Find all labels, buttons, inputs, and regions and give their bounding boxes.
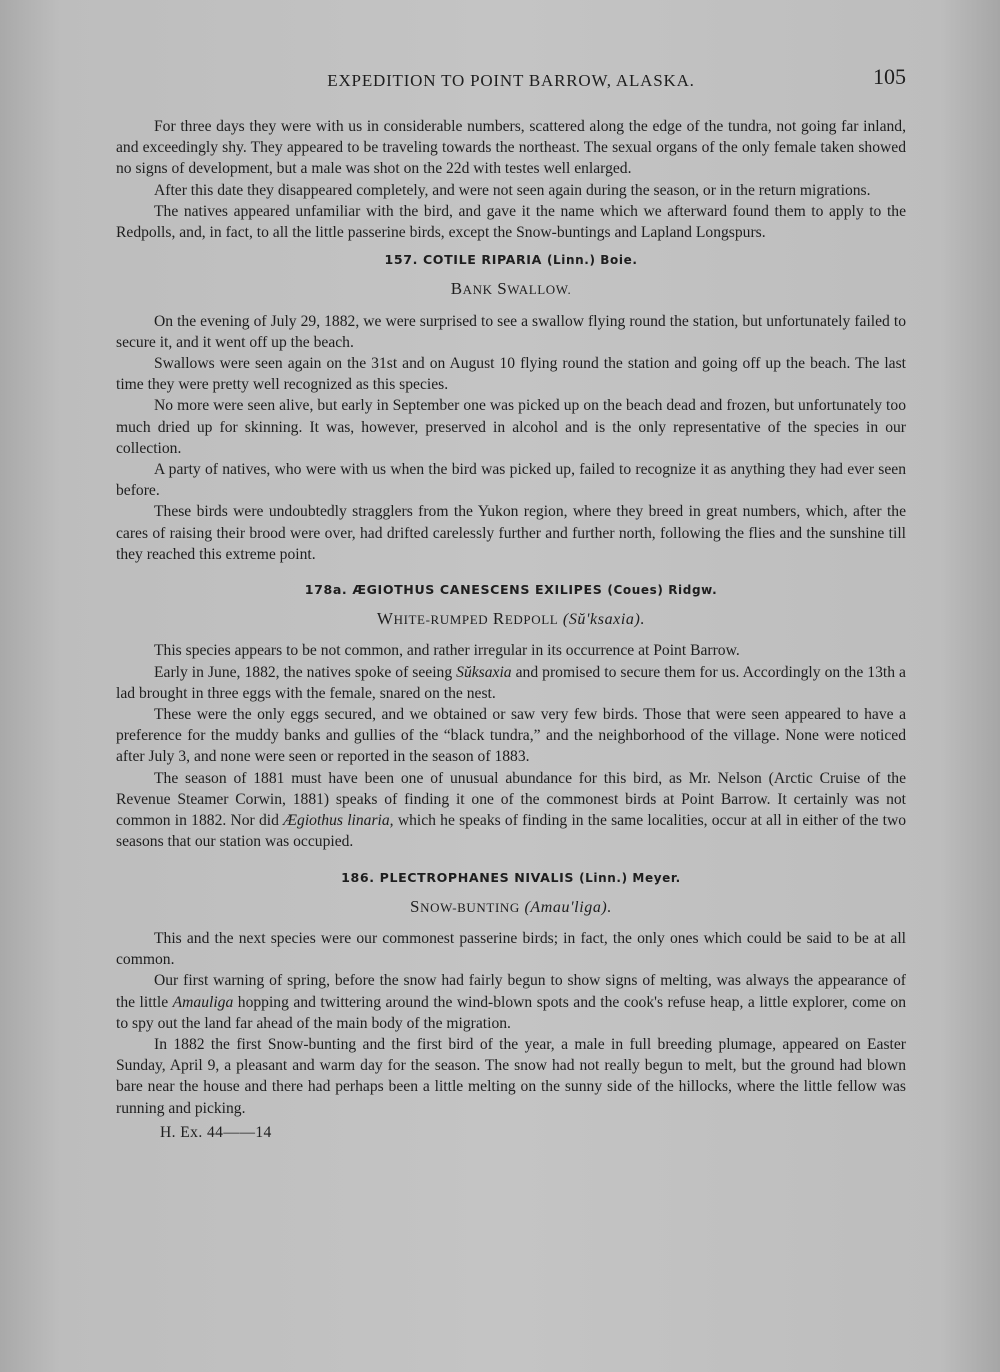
paragraph: A party of natives, who were with us when the bird was picked up, failed to recognize it as anything they had ever seen before. — [116, 461, 906, 500]
paragraph: Our first warning of spring, before the snow had fairly begun to show signs of melting, was always the appearance of the little Amauliga hopping and twittering around the wind-blown spots and the cook's refuse heap, a little explorer, come on to spy out the land far ahead of the main body of the migration. — [116, 972, 906, 1032]
paragraph: This and the next species were our commonest passerine birds; in fact, the only ones which could be said to be at all common. — [116, 929, 906, 969]
page-number: 105 — [873, 64, 906, 89]
paragraph: After this date they disappeared completely, and were not seen again during the season, or in the return migrations. — [154, 181, 871, 199]
common-name-snow-bunting: SNOW-BUNTING (Amau'liga). — [410, 896, 612, 916]
species-scientific-name: ÆGIOTHUS CANESCENS EXILIPES — [352, 582, 603, 598]
scientific-name-inline: Ægiothus linaria, — [283, 812, 394, 830]
paragraph: No more were seen alive, but early in September one was picked up on the beach dead and frozen, but unfortunately too much dried up for skinning. It was, however, preserved in alcohol and is the only representative of the species in our collection. — [116, 397, 906, 457]
paragraph: Early in June, 1882, the natives spoke of seeing Sŭksaxia and promised to secure them for us. Accordingly on the 13th a lad brought in three eggs with the female, snared on the nest. — [116, 663, 906, 702]
species-number: 157. — [384, 252, 418, 268]
paragraph: These birds were undoubtedly stragglers from the Yukon region, where they breed in great numbers, which, after the cares of raising their brood were over, had drifted carelessly further and further north, following the flies and the sunshine till they reached this extreme point. — [116, 503, 906, 563]
native-name: (Sŭ'ksaxia). — [562, 611, 646, 629]
running-head — [116, 64, 906, 100]
paragraph: The natives appeared unfamiliar with the bird, and gave it the name which we afterward found them to apply to the Redpolls, and, in fact, to all the little passerine birds, except the Snow-buntings and Lapland Longspurs. — [116, 202, 906, 242]
paragraph: In 1882 the first Snow-bunting and the first bird of the year, a male in full breeding plumage, appeared on Easter Sunday, April 9, a pleasant and warm day for the season. The snow had not really begun to melt, but the ground had blown bare near the house and there had perhaps been a little melting on the sunny side of the hillocks, where the little fellow was running and picking. — [116, 1035, 906, 1117]
common-name-white-rumped-redpoll: WHITE-RUMPED REDPOLL (Sŭ'ksaxia). — [376, 609, 646, 629]
page-text — [116, 64, 906, 1143]
native-name-inline: Sŭksaxia — [456, 663, 512, 681]
running-head-title: EXPEDITION TO POINT BARROW, ALASKA. — [327, 71, 695, 90]
paragraph: Swallows were seen again on the 31st and on August 10 flying round the station and going off up the beach. The last time they were pretty well recognized as this species. — [116, 355, 906, 394]
species-heading-cotile-riparia — [116, 249, 906, 271]
species-scientific-name: COTILE RIPARIA — [422, 252, 542, 268]
species-heading-aegiothus — [116, 579, 906, 601]
paragraph: On the evening of July 29, 1882, we were surprised to see a swallow flying round the station, but unfortunately failed to secure it, and it went off up the beach. — [116, 312, 906, 351]
species-number: 186. — [341, 869, 375, 885]
paragraph: The season of 1881 must have been one of unusual abundance for this bird, as Mr. Nelson (Arctic Cruise of the Revenue Steamer Corwin, 1881) speaks of finding it one of the commonest birds at Point Barrow. It certainly was not common in 1882. Nor did Ægiothus linaria, which he speaks of finding in the same localities, occur at all in either of the two seasons that our station was occupied. — [116, 769, 907, 851]
species-number: 178a. — [304, 582, 348, 598]
signature-mark: H. Ex. 44——14 — [160, 1123, 272, 1141]
paragraph: For three days they were with us in considerable numbers, scattered along the edge of the tundra, not going far inland, and exceedingly shy. They appeared to be traveling towards the northeast. The sexual organs of the only female taken showed no signs of development, but a male was shot on the 22d with testes well enlarged. — [116, 118, 906, 178]
native-name-inline: Amauliga — [172, 993, 234, 1011]
species-heading-plectrophanes — [116, 867, 906, 889]
paragraph: These were the only eggs secured, and we obtained or saw very few birds. Those that were seen appeared to have a preference for the muddy banks and gullies of the “black tundra,” and the neighborhood of the village. None were noticed after July 3, and none were seen or reported in the season of 1883. — [116, 706, 906, 766]
species-scientific-name: PLECTROPHANES NIVALIS — [379, 869, 575, 885]
native-name: (Amau'liga). — [524, 898, 612, 916]
paragraph: This species appears to be not common, and rather irregular in its occurrence at Point Barrow. — [154, 642, 740, 660]
common-name-bank-swallow: BANK SWALLOW. — [450, 279, 572, 299]
species-authority: (Coues) Ridgw. — [607, 583, 718, 598]
species-authority: (Linn.) Meyer. — [579, 870, 681, 885]
species-authority: (Linn.) Boie. — [546, 253, 638, 268]
